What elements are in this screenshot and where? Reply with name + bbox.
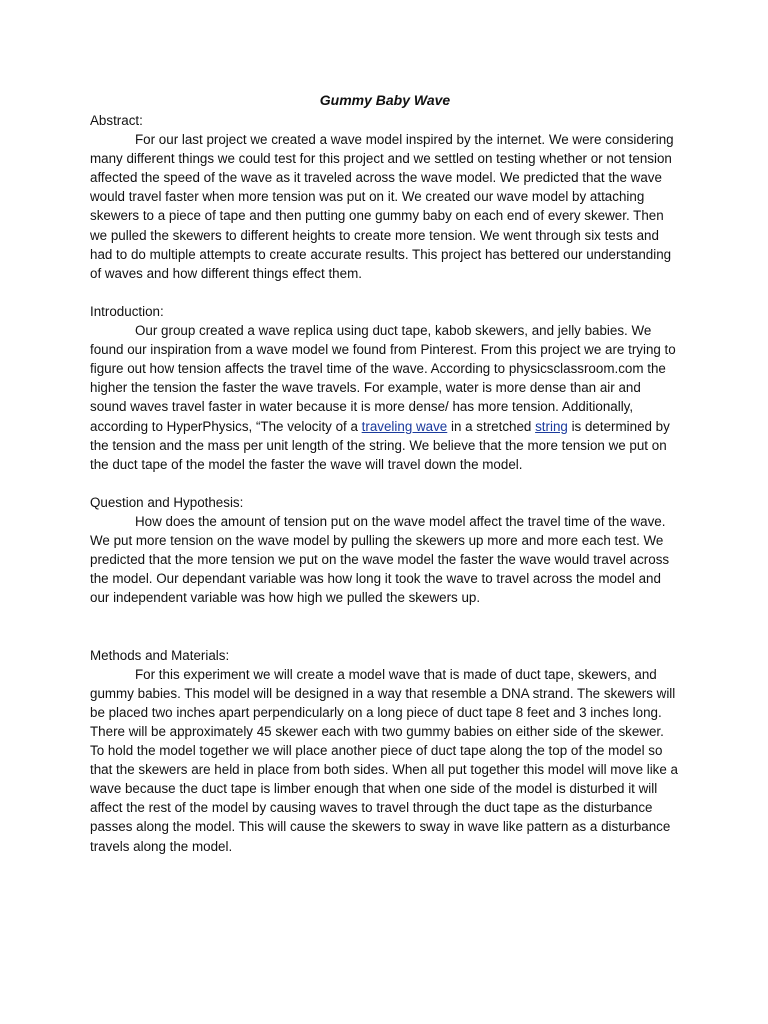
- section-spacer: [90, 607, 680, 645]
- introduction-heading: Introduction:: [90, 303, 164, 319]
- abstract-paragraph: For our last project we created a wave model inspired by the internet. We were considering many different things we could test for this project and we settled on testing whether or not tension affected the speed of the wave as it traveled across the wave model. We predicted that the wave would travel faster when more tension was put on it. We created our wave model by attaching skewers to a piece of tape and then putting one gummy baby on each end of every skewer. Then we pulled the skewers to different heights to create more tension. We went through six tests and had to do multiple attempts to create accurate results. This project has bettered our understanding of waves and how different things effect them.: [90, 132, 674, 281]
- string-link[interactable]: string: [535, 418, 568, 434]
- document-title: Gummy Baby Wave: [319, 92, 451, 108]
- abstract-heading: Abstract:: [90, 113, 143, 128]
- traveling-wave-link[interactable]: traveling wave: [361, 418, 448, 434]
- document-page: [90, 91, 680, 856]
- section-spacer: [90, 283, 680, 302]
- methods-paragraph: For this experiment we will create a model wave that is made of duct tape, skewers, and gummy babies. This model will be designed in a way that resemble a DNA strand. The skewers will be placed two inches apart perpendicularly on a long piece of duct tape 8 feet and 3 inches long. There will be approximately 45 skewer each with two gummy babies on either side of the skewer. To hold the model together we will place another piece of duct tape along the top of the model so that the skewers are held in place from both sides. When all put together this model will move like a wave because the duct tape is limber enough that when one side of the model is disturbed it will affect the rest of the model by causing waves to travel through the duct tape as the disturbance passes along the model. This will cause the skewers to sway in wave like pattern as a disturbance travels along the model.: [90, 666, 678, 854]
- section-spacer: [90, 474, 680, 493]
- introduction-text-part2: in a stretched: [447, 418, 536, 434]
- methods-heading: Methods and Materials:: [90, 647, 230, 663]
- question-heading: Question and Hypothesis:: [90, 494, 244, 510]
- introduction-paragraph: [90, 321, 680, 474]
- introduction-text-part1: Our group created a wave replica using duct tape, kabob skewers, and jelly babies. We found our inspiration from a wave model we found from Pinterest. From this project we are trying to figure out how tension affects the travel time of the wave. According to physicsclassroom.com the higher the tension the faster the wave travels. For example, water is more dense than air and sound waves travel faster in water because it is more dense/ has more tension. Additionally, according to HyperPhysics, “The velocity of a: [90, 323, 676, 434]
- question-paragraph: How does the amount of tension put on the wave model affect the travel time of the wave. We put more tension on the wave model by pulling the skewers up more and more each test. We predicted that the more tension we put on the wave model the faster the wave would travel across the model. Our dependant variable was how long it took the wave to travel across the model and our independent variable was how high we pulled the skewers up.: [90, 513, 670, 606]
- introduction-text-part3: is determined by the tension and the mass per unit length of the string. We believe that the more tension we put on the duct tape of the model the faster the wave will travel down the model.: [90, 418, 670, 472]
